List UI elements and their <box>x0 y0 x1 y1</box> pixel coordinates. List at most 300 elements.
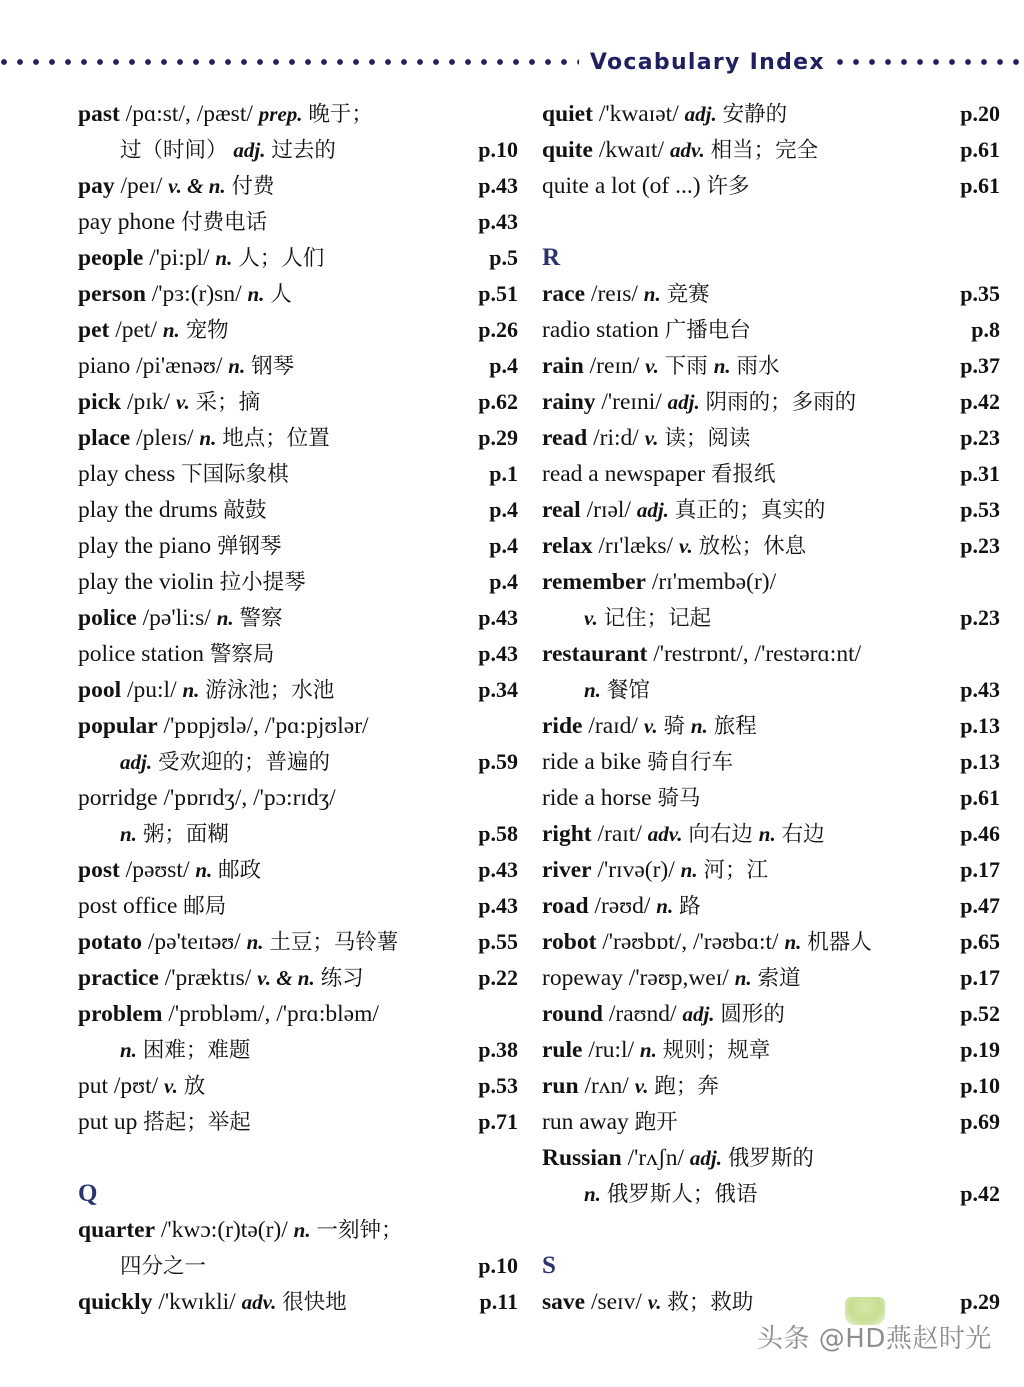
entry-translation: 骑 <box>663 714 685 739</box>
entry-word: play the violin <box>78 569 214 595</box>
entry-term-cell <box>78 96 436 133</box>
entry-part-of-speech: adj. <box>120 750 153 774</box>
entry-part-of-speech: n. <box>120 1038 137 1062</box>
entry-word: pick <box>78 389 122 415</box>
entry-phonetic: /'rɪvə(r)/ <box>597 857 675 883</box>
entry-page-number: p.69 <box>960 1109 1000 1134</box>
entry-translation: 过（时间） <box>120 138 228 163</box>
entry-word: restaurant <box>542 641 648 667</box>
section-letter: R <box>542 244 561 271</box>
entry-word: rain <box>542 353 584 379</box>
entry-term-cell <box>542 420 920 457</box>
entry-word: remember <box>542 569 646 595</box>
entry-term-cell <box>78 312 436 349</box>
index-entry <box>542 996 1000 1032</box>
entry-term-cell <box>78 636 436 673</box>
entry-translation-2: 餐馆 <box>606 678 650 703</box>
entry-term-cell <box>542 636 920 672</box>
entry-part-of-speech: n. <box>120 822 137 846</box>
entry-translation: 索道 <box>757 966 801 991</box>
entry-phonetic: /rəʊd/ <box>594 893 651 919</box>
entry-translation: 路 <box>679 894 701 919</box>
entry-word: pay <box>78 173 115 199</box>
entry-term-cell <box>78 1104 436 1141</box>
entry-translation: 邮局 <box>183 894 227 919</box>
entry-translation: 广播电台 <box>664 318 751 343</box>
index-entry <box>78 996 518 1032</box>
entry-translation: 安静的 <box>722 102 788 127</box>
entry-word: relax <box>542 533 593 559</box>
entry-translation-2: 受欢迎的；普遍的 <box>157 750 330 775</box>
entry-term-cell <box>78 600 436 637</box>
entry-term-cell <box>78 1068 436 1105</box>
entry-translation: 骑自行车 <box>647 750 734 775</box>
entry-translation: 付费 <box>231 174 275 199</box>
index-entry <box>78 492 518 528</box>
index-entry <box>78 312 518 348</box>
page-title: Vocabulary Index <box>589 49 825 75</box>
entry-word: river <box>542 857 592 883</box>
entry-word: play chess <box>78 461 176 487</box>
entry-word: piano <box>78 353 131 379</box>
entry-word: save <box>542 1289 586 1315</box>
index-entry <box>542 636 1000 672</box>
entry-phonetic: /'præktɪs/ <box>164 965 252 991</box>
index-entry <box>542 1284 1000 1320</box>
entry-page-number: p.43 <box>960 677 1000 702</box>
entry-term-cell <box>78 276 436 313</box>
entry-translation-2: 记住；记起 <box>603 606 712 631</box>
entry-page-number: p.35 <box>960 281 1000 306</box>
entry-term-cell <box>78 1248 436 1285</box>
entry-page-number: p.4 <box>489 353 518 378</box>
entry-word: ride a horse <box>542 785 652 811</box>
entry-translation: 救；救助 <box>667 1290 754 1315</box>
entry-page-number: p.53 <box>478 1073 518 1098</box>
entry-page-number: p.61 <box>960 173 1000 198</box>
index-entry <box>78 708 518 744</box>
entry-part-of-speech: v. <box>678 534 693 558</box>
index-entry <box>542 528 1000 564</box>
entry-word: right <box>542 821 592 847</box>
entry-term-cell <box>542 528 920 565</box>
entry-phonetic: /pu:l/ <box>126 677 177 703</box>
entry-part-of-speech: n. <box>199 426 217 450</box>
entry-translation: 弹钢琴 <box>217 534 282 559</box>
index-entry <box>78 420 518 456</box>
entry-word: quickly <box>78 1289 153 1315</box>
entry-part-of-speech: n. <box>643 282 661 306</box>
entry-part-of-speech: n. <box>216 606 234 630</box>
entry-translation: 许多 <box>706 174 750 199</box>
entry-phonetic: /pɑ:st/, /pæst/ <box>125 101 253 127</box>
entry-term-cell <box>542 1176 920 1213</box>
entry-translation: 一刻钟； <box>316 1218 403 1243</box>
index-entry <box>78 456 518 492</box>
entry-page-number: p.4 <box>489 569 518 594</box>
entry-page-number: p.23 <box>960 533 1000 558</box>
watermark-text: 头条 @HD燕赵时光 <box>757 1324 992 1354</box>
entry-phonetic: /peɪ/ <box>120 173 163 199</box>
index-entry <box>78 528 518 564</box>
entry-translation: 搭起；举起 <box>143 1110 251 1135</box>
entry-page-number: p.58 <box>478 821 518 846</box>
entry-phonetic: /ri:d/ <box>593 425 639 451</box>
index-entry-continuation <box>542 600 1000 636</box>
entry-translation: 四分之一 <box>120 1254 207 1279</box>
index-entry <box>78 276 518 312</box>
entry-word: quiet <box>542 101 593 127</box>
entry-translation: 付费电话 <box>181 210 268 235</box>
entry-word: race <box>542 281 586 307</box>
index-entry <box>542 888 1000 924</box>
entry-part-of-speech-2: n. <box>690 714 708 738</box>
entry-translation-2: 困难；难题 <box>142 1038 251 1063</box>
index-entry <box>542 276 1000 312</box>
entry-translation-2: 右边 <box>781 822 825 847</box>
entry-term-cell <box>78 384 436 421</box>
entry-term-cell <box>78 996 436 1032</box>
entry-phonetic: /reɪs/ <box>590 281 638 307</box>
entry-word: problem <box>78 1001 163 1027</box>
entry-word: road <box>542 893 589 919</box>
entry-term-cell <box>78 420 436 457</box>
entry-phonetic: /'rəʊp,weɪ/ <box>628 965 729 991</box>
index-entry <box>542 132 1000 168</box>
entry-term-cell <box>542 852 920 889</box>
entry-term-cell <box>78 348 436 385</box>
entry-word: post <box>78 857 120 883</box>
entry-phonetic: /pleɪs/ <box>136 425 194 451</box>
index-entry <box>78 672 518 708</box>
entry-word: play the drums <box>78 497 218 523</box>
entry-page-number: p.43 <box>478 893 518 918</box>
entry-word: practice <box>78 965 159 991</box>
entry-phonetic: /'rəʊbɒt/, /'rəʊbɑ:t/ <box>602 929 779 955</box>
index-entry <box>78 636 518 672</box>
entry-term-cell <box>542 132 920 169</box>
entry-term-cell <box>542 492 920 529</box>
entry-translation: 采；摘 <box>195 390 261 415</box>
entry-phonetic: /pʊt/ <box>113 1073 159 1099</box>
index-entry <box>542 744 1000 780</box>
index-entry <box>78 204 518 240</box>
index-entry-continuation <box>78 744 518 780</box>
entry-part-of-speech: n. <box>784 930 802 954</box>
entry-word: place <box>78 425 131 451</box>
index-entry <box>542 1032 1000 1068</box>
entry-phonetic: /'reɪni/ <box>601 389 662 415</box>
entry-term-cell <box>542 1032 920 1069</box>
entry-translation: 竞赛 <box>666 282 710 307</box>
entry-translation-2: 雨水 <box>736 354 780 379</box>
entry-term-cell <box>78 816 436 853</box>
entry-part-of-speech: n. <box>162 318 180 342</box>
entry-term-cell <box>542 276 920 313</box>
entry-page-number: p.61 <box>960 785 1000 810</box>
entry-term-cell <box>78 852 436 889</box>
entry-phonetic: /ru:l/ <box>588 1037 635 1063</box>
index-entry <box>542 96 1000 132</box>
entry-term-cell <box>78 1212 436 1249</box>
entry-part-of-speech: n. <box>215 246 233 270</box>
entry-phonetic: /raɪt/ <box>597 821 642 847</box>
entry-part-of-speech: v. <box>584 606 598 630</box>
entry-page-number: p.46 <box>960 821 1000 846</box>
section-letter: Q <box>78 1180 98 1207</box>
entry-part-of-speech: adj. <box>684 102 717 126</box>
index-entry <box>542 456 1000 492</box>
entry-word: ropeway <box>542 965 623 991</box>
entry-phonetic: /rɪəl/ <box>586 497 631 523</box>
entry-part-of-speech: adv. <box>669 138 705 162</box>
entry-term-cell <box>542 996 920 1033</box>
entry-phonetic: /'kwɔ:(r)tə(r)/ <box>160 1217 288 1243</box>
entry-word: quarter <box>78 1217 156 1243</box>
entry-part-of-speech: prep. <box>258 102 303 126</box>
entry-page-number: p.13 <box>960 749 1000 774</box>
entry-part-of-speech: v. <box>164 1074 178 1098</box>
entry-word: rainy <box>542 389 596 415</box>
entry-part-of-speech: adv. <box>647 822 683 846</box>
index-entry <box>78 960 518 996</box>
entry-part-of-speech: adj. <box>689 1146 722 1170</box>
entry-translation: 练习 <box>320 966 364 991</box>
index-entry <box>542 312 1000 348</box>
entry-page-number: p.43 <box>478 605 518 630</box>
entry-page-number: p.17 <box>960 965 1000 990</box>
entry-part-of-speech: adv. <box>241 1290 277 1314</box>
entry-term-cell <box>542 816 920 853</box>
entry-page-number: p.23 <box>960 425 1000 450</box>
entry-word: Russian <box>542 1145 622 1171</box>
entry-translation: 拉小提琴 <box>219 570 306 595</box>
entry-translation-2: 俄罗斯人；俄语 <box>606 1182 758 1207</box>
entry-term-cell <box>78 672 436 709</box>
entry-translation: 俄罗斯的 <box>727 1146 814 1171</box>
entry-phonetic: /raɪd/ <box>588 713 638 739</box>
entry-translation-2: 旅程 <box>713 714 757 739</box>
entry-translation: 下雨 <box>664 354 708 379</box>
entry-word: read <box>542 425 588 451</box>
entry-page-number: p.62 <box>478 389 518 414</box>
entry-word: pool <box>78 677 122 703</box>
index-entry <box>78 96 518 132</box>
entry-page-number: p.10 <box>478 1253 518 1278</box>
entry-word: run <box>542 1073 579 1099</box>
entry-word: quite a lot (of ...) <box>542 173 701 199</box>
index-entry-continuation <box>78 1032 518 1068</box>
section-spacer <box>542 1212 1000 1248</box>
entry-translation: 机器人 <box>807 930 872 955</box>
entry-part-of-speech: adj. <box>667 390 700 414</box>
entry-translation: 土豆；马铃薯 <box>269 930 399 955</box>
entry-word: run away <box>542 1109 629 1135</box>
entry-word: past <box>78 101 120 127</box>
right-column <box>542 96 1000 1320</box>
entry-page-number: p.47 <box>960 893 1000 918</box>
entry-phonetic: /pi'ænəʊ/ <box>136 353 223 379</box>
entry-part-of-speech-2: n. <box>713 354 731 378</box>
entry-page-number: p.43 <box>478 173 518 198</box>
index-entry-continuation <box>542 1176 1000 1212</box>
entry-page-number: p.71 <box>478 1109 518 1134</box>
entry-part-of-speech: v. <box>643 714 658 738</box>
entry-part-of-speech: adj. <box>636 498 669 522</box>
entry-part-of-speech: v. <box>647 1290 662 1314</box>
entry-page-number: p.65 <box>960 929 1000 954</box>
entry-term-cell <box>542 924 920 961</box>
entry-word: real <box>542 497 581 523</box>
entry-translation: 下国际象棋 <box>181 462 289 487</box>
entry-page-number: p.34 <box>478 677 518 702</box>
entry-term-cell <box>78 168 436 205</box>
entry-page-number: p.29 <box>478 425 518 450</box>
entry-page-number: p.11 <box>479 1289 518 1314</box>
entry-term-cell <box>542 1140 920 1177</box>
entry-term-cell <box>78 564 436 601</box>
entry-translation: 警察局 <box>209 642 275 667</box>
index-entry <box>78 1068 518 1104</box>
entry-translation: 邮政 <box>218 858 262 883</box>
entry-part-of-speech: n. <box>734 966 752 990</box>
entry-translation: 放松；休息 <box>698 534 807 559</box>
index-entry <box>78 1104 518 1140</box>
entry-part-of-speech: v. <box>644 426 659 450</box>
entry-page-number: p.13 <box>960 713 1000 738</box>
entry-term-cell <box>542 564 920 600</box>
index-entry <box>78 1284 518 1320</box>
entry-phonetic: /kwaɪt/ <box>598 137 665 163</box>
index-entry-continuation <box>78 1248 518 1284</box>
index-entry <box>78 240 518 276</box>
entry-term-cell <box>542 456 920 493</box>
entry-word: read a newspaper <box>542 461 706 487</box>
index-entry <box>542 780 1000 816</box>
entry-page-number: p.4 <box>489 533 518 558</box>
entry-part-of-speech: v. & n. <box>168 174 226 198</box>
entry-page-number: p.55 <box>478 929 518 954</box>
entry-page-number: p.20 <box>960 101 1000 126</box>
index-entry-continuation <box>542 672 1000 708</box>
index-entry <box>542 1104 1000 1140</box>
entry-word: police <box>78 605 137 631</box>
entry-term-cell <box>78 708 436 744</box>
entry-phonetic: /'kwɪkli/ <box>158 1289 236 1315</box>
entry-phonetic: /pet/ <box>115 317 157 343</box>
entry-word: quite <box>542 137 593 163</box>
index-entry <box>542 924 1000 960</box>
entry-term-cell <box>542 780 920 817</box>
entry-phonetic: /'kwaɪət/ <box>598 101 679 127</box>
entry-part-of-speech-2: n. <box>758 822 776 846</box>
entry-part-of-speech: n. <box>584 678 601 702</box>
entry-page-number: p.1 <box>489 461 518 486</box>
entry-translation: 跑开 <box>634 1110 678 1135</box>
entry-term-cell <box>78 240 436 277</box>
entry-phonetic: /'restrɒnt/, /'restərɑ:nt/ <box>653 641 862 667</box>
entry-translation: 放 <box>183 1074 206 1099</box>
index-entry <box>542 492 1000 528</box>
entry-page-number: p.23 <box>960 605 1000 630</box>
entry-word: person <box>78 281 146 307</box>
index-entry <box>542 168 1000 204</box>
entry-word: put up <box>78 1109 138 1135</box>
entry-term-cell <box>78 456 436 493</box>
entry-page-number: p.43 <box>478 209 518 234</box>
entry-word: rule <box>542 1037 583 1063</box>
entry-word: police station <box>78 641 204 667</box>
entry-page-number: p.53 <box>960 497 1000 522</box>
entry-translation: 阴雨的；多雨的 <box>705 390 857 415</box>
entry-page-number: p.59 <box>478 749 518 774</box>
entry-word: pet <box>78 317 110 343</box>
index-entry <box>542 348 1000 384</box>
section-letter: S <box>542 1252 556 1279</box>
entry-term-cell <box>78 960 436 997</box>
entry-term-cell <box>542 312 920 349</box>
header-dots-right <box>836 57 1024 67</box>
entry-translation: 人；人们 <box>238 246 325 271</box>
entry-page-number: p.26 <box>478 317 518 342</box>
entry-word: ride <box>542 713 583 739</box>
entry-part-of-speech: n. <box>247 282 265 306</box>
entry-term-cell <box>78 744 436 781</box>
entry-word: radio station <box>542 317 659 343</box>
index-entry <box>78 384 518 420</box>
entry-page-number: p.38 <box>478 1037 518 1062</box>
entry-translation: 向右边 <box>688 822 753 847</box>
entry-term-cell <box>78 888 436 925</box>
entry-word: post office <box>78 893 178 919</box>
entry-page-number: p.29 <box>960 1289 1000 1314</box>
entry-phonetic: /seɪv/ <box>590 1289 642 1315</box>
entry-translation: 河；江 <box>703 858 768 883</box>
entry-page-number: p.42 <box>960 389 1000 414</box>
entry-translation: 骑马 <box>657 786 701 811</box>
entry-translation: 游泳池；水池 <box>205 678 335 703</box>
entry-term-cell <box>542 1104 920 1141</box>
entry-term-cell <box>542 744 920 781</box>
index-entry <box>542 564 1000 600</box>
entry-part-of-speech: n. <box>584 1182 601 1206</box>
entry-word: pay phone <box>78 209 176 235</box>
entry-translation: 很快地 <box>282 1290 347 1315</box>
index-entry <box>78 564 518 600</box>
entry-term-cell <box>542 96 920 133</box>
entry-phonetic: /reɪn/ <box>589 353 640 379</box>
index-entry <box>542 960 1000 996</box>
entry-part-of-speech: v. & n. <box>257 966 315 990</box>
index-columns <box>0 96 1024 1320</box>
entry-page-number: p.10 <box>478 137 518 162</box>
entry-word: robot <box>542 929 597 955</box>
entry-translation: 圆形的 <box>720 1002 785 1027</box>
page-header <box>0 44 1024 80</box>
entry-translation: 读；阅读 <box>664 426 751 451</box>
index-entry <box>542 708 1000 744</box>
entry-part-of-speech: n. <box>639 1038 657 1062</box>
entry-term-cell <box>78 1032 436 1069</box>
entry-phonetic: /pɪk/ <box>126 389 171 415</box>
entry-term-cell <box>542 960 920 997</box>
entry-page-number: p.19 <box>960 1037 1000 1062</box>
entry-page-number: p.8 <box>971 317 1000 342</box>
entry-part-of-speech: v. <box>175 390 190 414</box>
entry-translation: 钢琴 <box>251 354 295 379</box>
entry-term-cell <box>542 1068 920 1105</box>
entry-translation: 人 <box>270 282 292 307</box>
